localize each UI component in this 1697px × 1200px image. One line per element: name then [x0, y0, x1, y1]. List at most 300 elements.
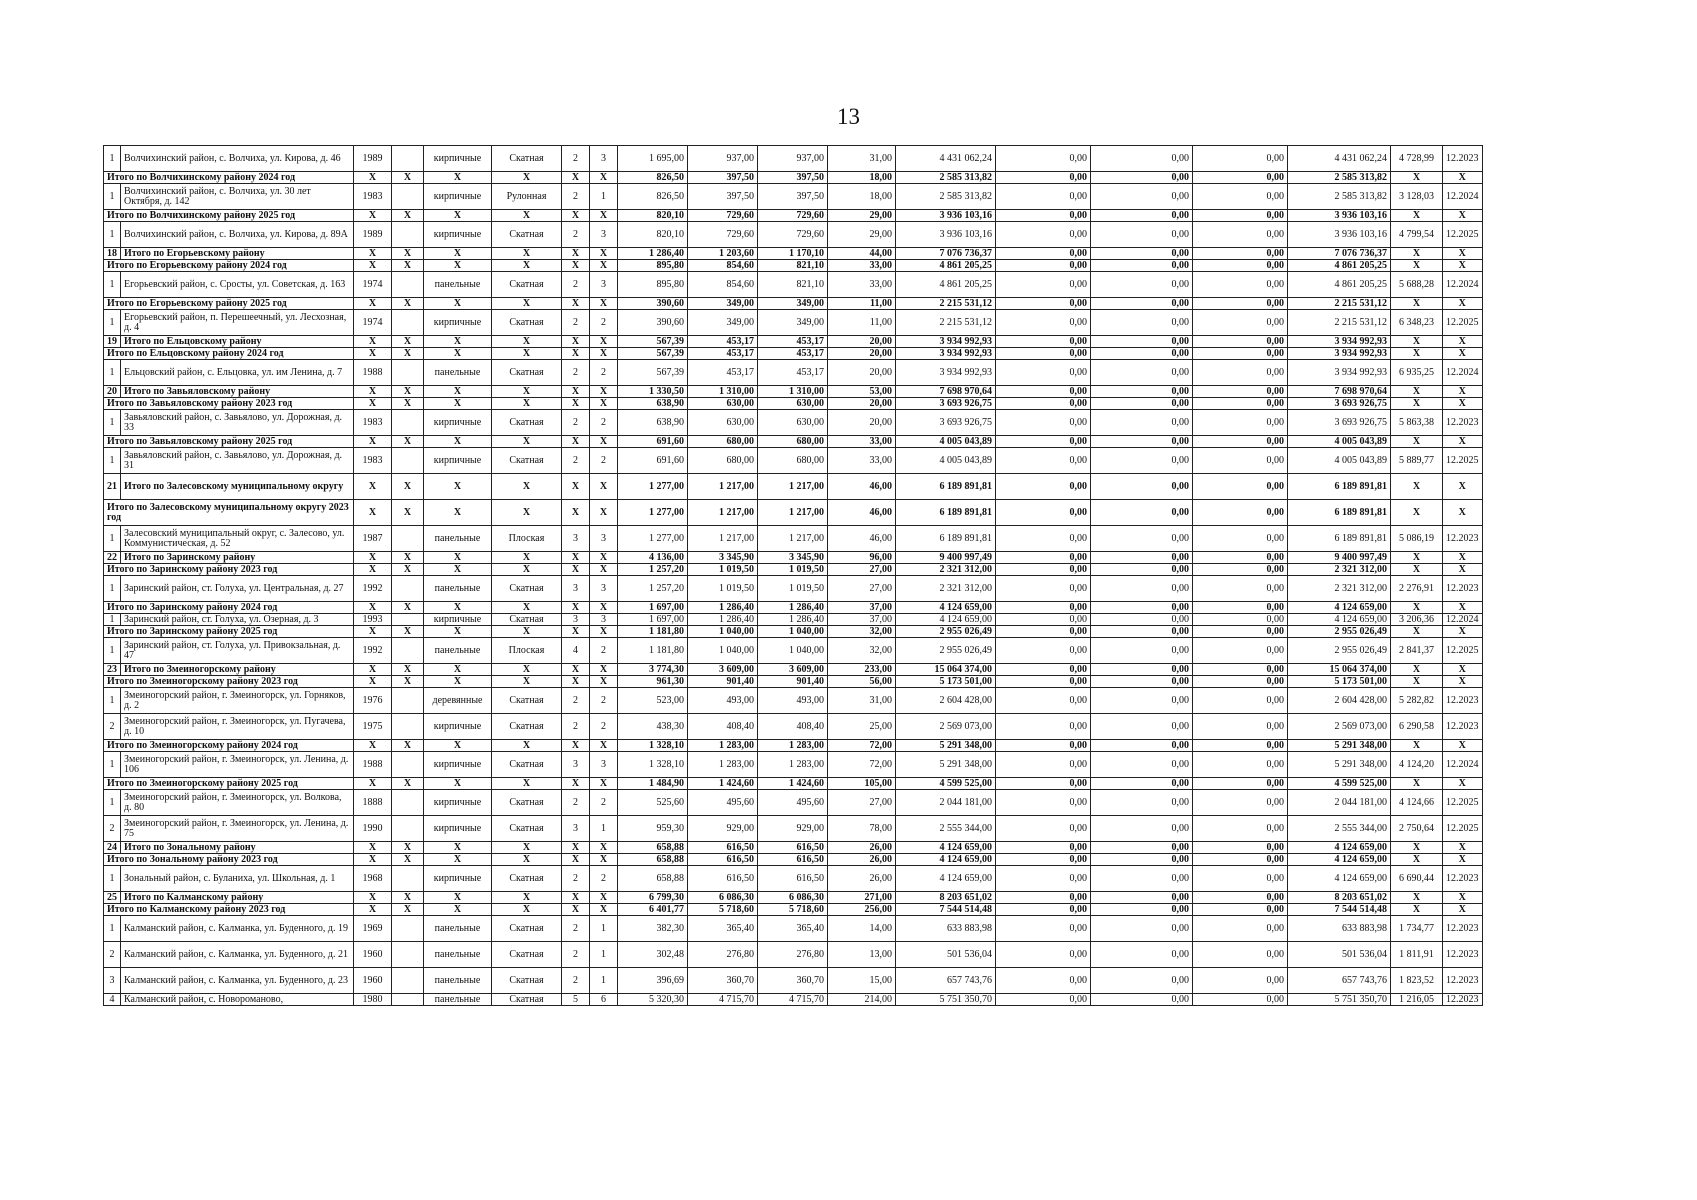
cell-f1: 0,00	[996, 816, 1091, 842]
cell-year: X	[354, 552, 392, 564]
cell-walls: X	[424, 260, 492, 272]
cell-date: 12.2025	[1443, 790, 1483, 816]
cell-area-living: 630,00	[688, 410, 758, 436]
cell-f3: 0,00	[1193, 386, 1288, 398]
row-address: Змеиногорский район, г. Змеиногорск, ул. Пугачева, д. 10	[121, 714, 354, 740]
cell-roof: X	[492, 552, 562, 564]
cell-unit: X	[1391, 778, 1443, 790]
cell-roof: Рулонная	[492, 184, 562, 210]
cell-f3: 0,00	[1193, 336, 1288, 348]
cell-area-total: 1 328,10	[618, 752, 688, 778]
cell-date: 12.2023	[1443, 576, 1483, 602]
cell-unit: 4 124,66	[1391, 790, 1443, 816]
table-total-row	[104, 336, 1483, 348]
cell-f2: 0,00	[1091, 526, 1193, 552]
table-total-row	[104, 854, 1483, 866]
row-number: 1	[104, 916, 121, 942]
cell-cost: 7 076 736,37	[896, 248, 996, 260]
cell-roof: Скатная	[492, 752, 562, 778]
cell-floors: 3	[562, 526, 590, 552]
cell-walls: X	[424, 854, 492, 866]
housing-register-table	[103, 145, 1483, 1006]
cell-entr: 3	[590, 146, 618, 172]
cell-floors: X	[562, 500, 590, 526]
cell-year: 1992	[354, 576, 392, 602]
total-label: Итого по Зональному району	[121, 842, 354, 854]
cell-unit: X	[1391, 854, 1443, 866]
cell-area-total: 1 181,80	[618, 638, 688, 664]
cell-floors: 2	[562, 146, 590, 172]
cell-entr: X	[590, 172, 618, 184]
cell-f3: 0,00	[1193, 778, 1288, 790]
cell-area-total: 523,00	[618, 688, 688, 714]
cell-area-living: 453,17	[688, 336, 758, 348]
cell-f2: 0,00	[1091, 916, 1193, 942]
cell-c3: X	[392, 248, 424, 260]
cell-date: 12.2025	[1443, 448, 1483, 474]
row-number: 1	[104, 310, 121, 336]
row-number: 22	[104, 552, 121, 564]
cell-unit: X	[1391, 298, 1443, 310]
cell-c3	[392, 916, 424, 942]
cell-area-res: 276,80	[758, 942, 828, 968]
cell-c3: X	[392, 500, 424, 526]
cell-area-living: 901,40	[688, 676, 758, 688]
cell-entr: 6	[590, 994, 618, 1006]
cell-cost: 2 215 531,12	[896, 298, 996, 310]
cell-walls: X	[424, 348, 492, 360]
cell-date: X	[1443, 500, 1483, 526]
cell-f2: 0,00	[1091, 790, 1193, 816]
cell-f2: 0,00	[1091, 614, 1193, 626]
cell-cost: 2 585 313,82	[896, 184, 996, 210]
cell-area-total: 1 257,20	[618, 564, 688, 576]
cell-floors: 2	[562, 310, 590, 336]
total-label: Итого по Егорьевскому району	[121, 248, 354, 260]
cell-year: X	[354, 172, 392, 184]
cell-area-res: 1 286,40	[758, 602, 828, 614]
cell-unit: 5 889,77	[1391, 448, 1443, 474]
cell-f1: 0,00	[996, 222, 1091, 248]
table-row	[104, 184, 1483, 210]
cell-walls: X	[424, 904, 492, 916]
cell-area-total: 658,88	[618, 866, 688, 892]
cell-year: 1980	[354, 994, 392, 1006]
cell-year: X	[354, 386, 392, 398]
table-row	[104, 866, 1483, 892]
row-number: 1	[104, 752, 121, 778]
cell-entr: X	[590, 904, 618, 916]
cell-f2: 0,00	[1091, 676, 1193, 688]
cell-f4: 8 203 651,02	[1288, 892, 1391, 904]
cell-f2: 0,00	[1091, 752, 1193, 778]
cell-year: X	[354, 904, 392, 916]
cell-area-total: 1 277,00	[618, 526, 688, 552]
cell-f1: 0,00	[996, 298, 1091, 310]
cell-date: 12.2023	[1443, 410, 1483, 436]
cell-f2: 0,00	[1091, 664, 1193, 676]
cell-area-total: 1 695,00	[618, 146, 688, 172]
cell-entr: X	[590, 474, 618, 500]
cell-unit: X	[1391, 398, 1443, 410]
cell-unit: X	[1391, 436, 1443, 448]
cell-people: 14,00	[828, 916, 896, 942]
cell-people: 46,00	[828, 474, 896, 500]
cell-cost: 4 599 525,00	[896, 778, 996, 790]
cell-cost: 3 934 992,93	[896, 336, 996, 348]
cell-f3: 0,00	[1193, 688, 1288, 714]
row-number: 1	[104, 272, 121, 298]
cell-entr: 1	[590, 916, 618, 942]
cell-area-living: 3 345,90	[688, 552, 758, 564]
cell-unit: X	[1391, 210, 1443, 222]
cell-area-total: 1 277,00	[618, 474, 688, 500]
cell-walls: X	[424, 626, 492, 638]
total-label: Итого по Егорьевскому району 2025 год	[104, 298, 354, 310]
cell-f4: 633 883,98	[1288, 916, 1391, 942]
cell-area-total: 691,60	[618, 436, 688, 448]
cell-cost: 4 124 659,00	[896, 842, 996, 854]
cell-c3: X	[392, 210, 424, 222]
cell-f4: 2 555 344,00	[1288, 816, 1391, 842]
cell-f3: 0,00	[1193, 474, 1288, 500]
cell-f2: 0,00	[1091, 552, 1193, 564]
cell-f1: 0,00	[996, 552, 1091, 564]
cell-roof: X	[492, 210, 562, 222]
cell-people: 20,00	[828, 398, 896, 410]
cell-area-living: 937,00	[688, 146, 758, 172]
cell-unit: X	[1391, 676, 1443, 688]
cell-area-res: 397,50	[758, 184, 828, 210]
cell-f2: 0,00	[1091, 866, 1193, 892]
table-row	[104, 576, 1483, 602]
cell-c3	[392, 146, 424, 172]
table-row	[104, 310, 1483, 336]
total-label: Итого по Заринскому району 2024 год	[104, 602, 354, 614]
row-address: Калманский район, с. Калманка, ул. Буденного, д. 19	[121, 916, 354, 942]
cell-unit: 6 348,23	[1391, 310, 1443, 336]
table-total-row	[104, 260, 1483, 272]
cell-f1: 0,00	[996, 348, 1091, 360]
cell-date: X	[1443, 842, 1483, 854]
cell-area-living: 276,80	[688, 942, 758, 968]
cell-unit: X	[1391, 602, 1443, 614]
cell-walls: кирпичные	[424, 714, 492, 740]
cell-f3: 0,00	[1193, 184, 1288, 210]
row-number: 1	[104, 146, 121, 172]
cell-f4: 6 189 891,81	[1288, 526, 1391, 552]
cell-date: 12.2025	[1443, 310, 1483, 336]
cell-area-res: 616,50	[758, 866, 828, 892]
cell-f4: 4 124 659,00	[1288, 602, 1391, 614]
cell-area-living: 1 286,40	[688, 614, 758, 626]
cell-cost: 5 173 501,00	[896, 676, 996, 688]
cell-area-res: 1 217,00	[758, 474, 828, 500]
cell-unit: 2 276,91	[1391, 576, 1443, 602]
cell-f4: 7 076 736,37	[1288, 248, 1391, 260]
cell-f1: 0,00	[996, 500, 1091, 526]
cell-area-res: 729,60	[758, 222, 828, 248]
cell-f3: 0,00	[1193, 892, 1288, 904]
cell-area-living: 453,17	[688, 348, 758, 360]
cell-entr: X	[590, 552, 618, 564]
cell-f1: 0,00	[996, 916, 1091, 942]
cell-year: X	[354, 298, 392, 310]
cell-people: 29,00	[828, 222, 896, 248]
cell-c3: X	[392, 436, 424, 448]
cell-area-total: 525,60	[618, 790, 688, 816]
cell-people: 26,00	[828, 854, 896, 866]
cell-unit: 4 124,20	[1391, 752, 1443, 778]
cell-f3: 0,00	[1193, 526, 1288, 552]
cell-cost: 2 585 313,82	[896, 172, 996, 184]
cell-unit: X	[1391, 904, 1443, 916]
cell-roof: X	[492, 172, 562, 184]
cell-roof: X	[492, 386, 562, 398]
cell-f3: 0,00	[1193, 664, 1288, 676]
cell-date: 12.2024	[1443, 360, 1483, 386]
cell-c3: X	[392, 626, 424, 638]
cell-walls: X	[424, 248, 492, 260]
cell-cost: 2 555 344,00	[896, 816, 996, 842]
cell-cost: 3 934 992,93	[896, 348, 996, 360]
row-address: Калманский район, с. Калманка, ул. Буденного, д. 21	[121, 942, 354, 968]
cell-area-total: 1 697,00	[618, 602, 688, 614]
cell-cost: 5 751 350,70	[896, 994, 996, 1006]
cell-entr: X	[590, 348, 618, 360]
cell-c3	[392, 310, 424, 336]
cell-roof: X	[492, 904, 562, 916]
cell-area-living: 616,50	[688, 866, 758, 892]
cell-entr: X	[590, 500, 618, 526]
cell-f3: 0,00	[1193, 714, 1288, 740]
cell-entr: X	[590, 854, 618, 866]
total-label: Итого по Завьяловскому району	[121, 386, 354, 398]
cell-floors: 2	[562, 222, 590, 248]
cell-f4: 2 955 026,49	[1288, 638, 1391, 664]
cell-floors: 2	[562, 360, 590, 386]
row-number: 1	[104, 410, 121, 436]
cell-roof: Скатная	[492, 714, 562, 740]
table-total-row	[104, 552, 1483, 564]
total-label: Итого по Залесовскому муниципальному округу 2023 год	[104, 500, 354, 526]
cell-walls: панельные	[424, 942, 492, 968]
cell-entr: 3	[590, 222, 618, 248]
cell-f3: 0,00	[1193, 854, 1288, 866]
cell-area-res: 1 040,00	[758, 638, 828, 664]
cell-f2: 0,00	[1091, 638, 1193, 664]
cell-area-res: 680,00	[758, 448, 828, 474]
cell-entr: X	[590, 386, 618, 398]
cell-date: 12.2023	[1443, 968, 1483, 994]
cell-year: X	[354, 398, 392, 410]
cell-date: X	[1443, 260, 1483, 272]
table-row	[104, 410, 1483, 436]
cell-entr: 3	[590, 614, 618, 626]
row-number: 1	[104, 790, 121, 816]
total-label: Итого по Змеиногорскому району 2025 год	[104, 778, 354, 790]
table-row	[104, 816, 1483, 842]
cell-f2: 0,00	[1091, 210, 1193, 222]
cell-area-res: 4 715,70	[758, 994, 828, 1006]
total-label: Итого по Змеиногорскому району 2024 год	[104, 740, 354, 752]
cell-area-total: 567,39	[618, 336, 688, 348]
cell-unit: X	[1391, 664, 1443, 676]
cell-unit: X	[1391, 842, 1443, 854]
cell-roof: Скатная	[492, 816, 562, 842]
cell-date: X	[1443, 398, 1483, 410]
cell-area-res: 453,17	[758, 348, 828, 360]
cell-walls: X	[424, 298, 492, 310]
cell-floors: X	[562, 842, 590, 854]
cell-f3: 0,00	[1193, 398, 1288, 410]
cell-people: 271,00	[828, 892, 896, 904]
cell-f1: 0,00	[996, 638, 1091, 664]
cell-area-total: 3 774,30	[618, 664, 688, 676]
cell-year: X	[354, 854, 392, 866]
table-total-row	[104, 626, 1483, 638]
cell-f1: 0,00	[996, 904, 1091, 916]
cell-area-res: 453,17	[758, 360, 828, 386]
cell-entr: X	[590, 298, 618, 310]
table-row	[104, 714, 1483, 740]
cell-walls: X	[424, 398, 492, 410]
row-number: 1	[104, 526, 121, 552]
cell-c3	[392, 360, 424, 386]
cell-cost: 15 064 374,00	[896, 664, 996, 676]
cell-date: X	[1443, 904, 1483, 916]
cell-walls: кирпичные	[424, 410, 492, 436]
cell-floors: 3	[562, 752, 590, 778]
cell-f2: 0,00	[1091, 172, 1193, 184]
cell-cost: 4 005 043,89	[896, 436, 996, 448]
cell-people: 33,00	[828, 272, 896, 298]
cell-unit: X	[1391, 552, 1443, 564]
cell-area-res: 408,40	[758, 714, 828, 740]
cell-entr: X	[590, 210, 618, 222]
cell-roof: X	[492, 398, 562, 410]
cell-cost: 7 698 970,64	[896, 386, 996, 398]
cell-walls: X	[424, 386, 492, 398]
cell-date: X	[1443, 892, 1483, 904]
table-row	[104, 638, 1483, 664]
row-address: Заринский район, ст. Голуха, ул. Озерная, д. 3	[121, 614, 354, 626]
cell-floors: 2	[562, 184, 590, 210]
total-label: Итого по Калманскому району 2023 год	[104, 904, 354, 916]
cell-f4: 2 215 531,12	[1288, 310, 1391, 336]
cell-unit: 5 282,82	[1391, 688, 1443, 714]
table-total-row	[104, 904, 1483, 916]
cell-entr: 3	[590, 752, 618, 778]
cell-area-res: 821,10	[758, 260, 828, 272]
cell-c3: X	[392, 298, 424, 310]
cell-roof: Скатная	[492, 410, 562, 436]
cell-floors: 2	[562, 448, 590, 474]
cell-people: 20,00	[828, 336, 896, 348]
cell-f3: 0,00	[1193, 260, 1288, 272]
cell-f1: 0,00	[996, 410, 1091, 436]
cell-f1: 0,00	[996, 740, 1091, 752]
cell-roof: X	[492, 664, 562, 676]
cell-f1: 0,00	[996, 842, 1091, 854]
cell-area-res: 1 019,50	[758, 564, 828, 576]
cell-walls: X	[424, 552, 492, 564]
cell-area-total: 382,30	[618, 916, 688, 942]
row-number: 1	[104, 360, 121, 386]
cell-area-total: 390,60	[618, 310, 688, 336]
cell-f2: 0,00	[1091, 564, 1193, 576]
cell-area-res: 1 424,60	[758, 778, 828, 790]
cell-date: 12.2023	[1443, 688, 1483, 714]
cell-f1: 0,00	[996, 474, 1091, 500]
cell-cost: 4 124 659,00	[896, 854, 996, 866]
cell-year: X	[354, 336, 392, 348]
cell-cost: 2 955 026,49	[896, 626, 996, 638]
table-body	[104, 146, 1483, 1006]
cell-area-res: 6 086,30	[758, 892, 828, 904]
cell-f3: 0,00	[1193, 638, 1288, 664]
cell-area-total: 820,10	[618, 210, 688, 222]
cell-area-total: 820,10	[618, 222, 688, 248]
cell-date: 12.2024	[1443, 184, 1483, 210]
total-label: Итого по Волчихинскому району 2024 год	[104, 172, 354, 184]
housing-register-table-wrapper	[103, 145, 1483, 1006]
cell-floors: X	[562, 778, 590, 790]
cell-area-total: 826,50	[618, 184, 688, 210]
cell-f2: 0,00	[1091, 994, 1193, 1006]
row-number: 4	[104, 994, 121, 1006]
cell-year: X	[354, 348, 392, 360]
cell-area-res: 1 283,00	[758, 752, 828, 778]
cell-f2: 0,00	[1091, 500, 1193, 526]
cell-date: 12.2023	[1443, 526, 1483, 552]
cell-year: X	[354, 248, 392, 260]
cell-unit: X	[1391, 740, 1443, 752]
cell-entr: 2	[590, 866, 618, 892]
cell-floors: 2	[562, 714, 590, 740]
cell-walls: кирпичные	[424, 816, 492, 842]
cell-walls: X	[424, 172, 492, 184]
cell-date: 12.2024	[1443, 614, 1483, 626]
cell-people: 37,00	[828, 602, 896, 614]
cell-floors: 4	[562, 638, 590, 664]
cell-roof: X	[492, 854, 562, 866]
cell-year: 1983	[354, 448, 392, 474]
cell-entr: 2	[590, 714, 618, 740]
cell-year: 1969	[354, 916, 392, 942]
cell-people: 46,00	[828, 526, 896, 552]
cell-year: 1989	[354, 222, 392, 248]
row-address: Залесовский муниципальный округ, с. Залесово, ул. Коммунистическая, д. 52	[121, 526, 354, 552]
cell-area-living: 729,60	[688, 210, 758, 222]
cell-f2: 0,00	[1091, 248, 1193, 260]
row-number: 1	[104, 448, 121, 474]
cell-unit: 6 690,44	[1391, 866, 1443, 892]
cell-unit: 6 290,58	[1391, 714, 1443, 740]
cell-date: X	[1443, 348, 1483, 360]
row-number: 19	[104, 336, 121, 348]
table-row	[104, 526, 1483, 552]
cell-roof: X	[492, 500, 562, 526]
cell-area-living: 1 283,00	[688, 740, 758, 752]
cell-area-living: 680,00	[688, 448, 758, 474]
cell-walls: X	[424, 564, 492, 576]
cell-area-res: 360,70	[758, 968, 828, 994]
cell-cost: 6 189 891,81	[896, 474, 996, 500]
cell-area-total: 567,39	[618, 348, 688, 360]
cell-date: X	[1443, 664, 1483, 676]
cell-area-living: 397,50	[688, 172, 758, 184]
